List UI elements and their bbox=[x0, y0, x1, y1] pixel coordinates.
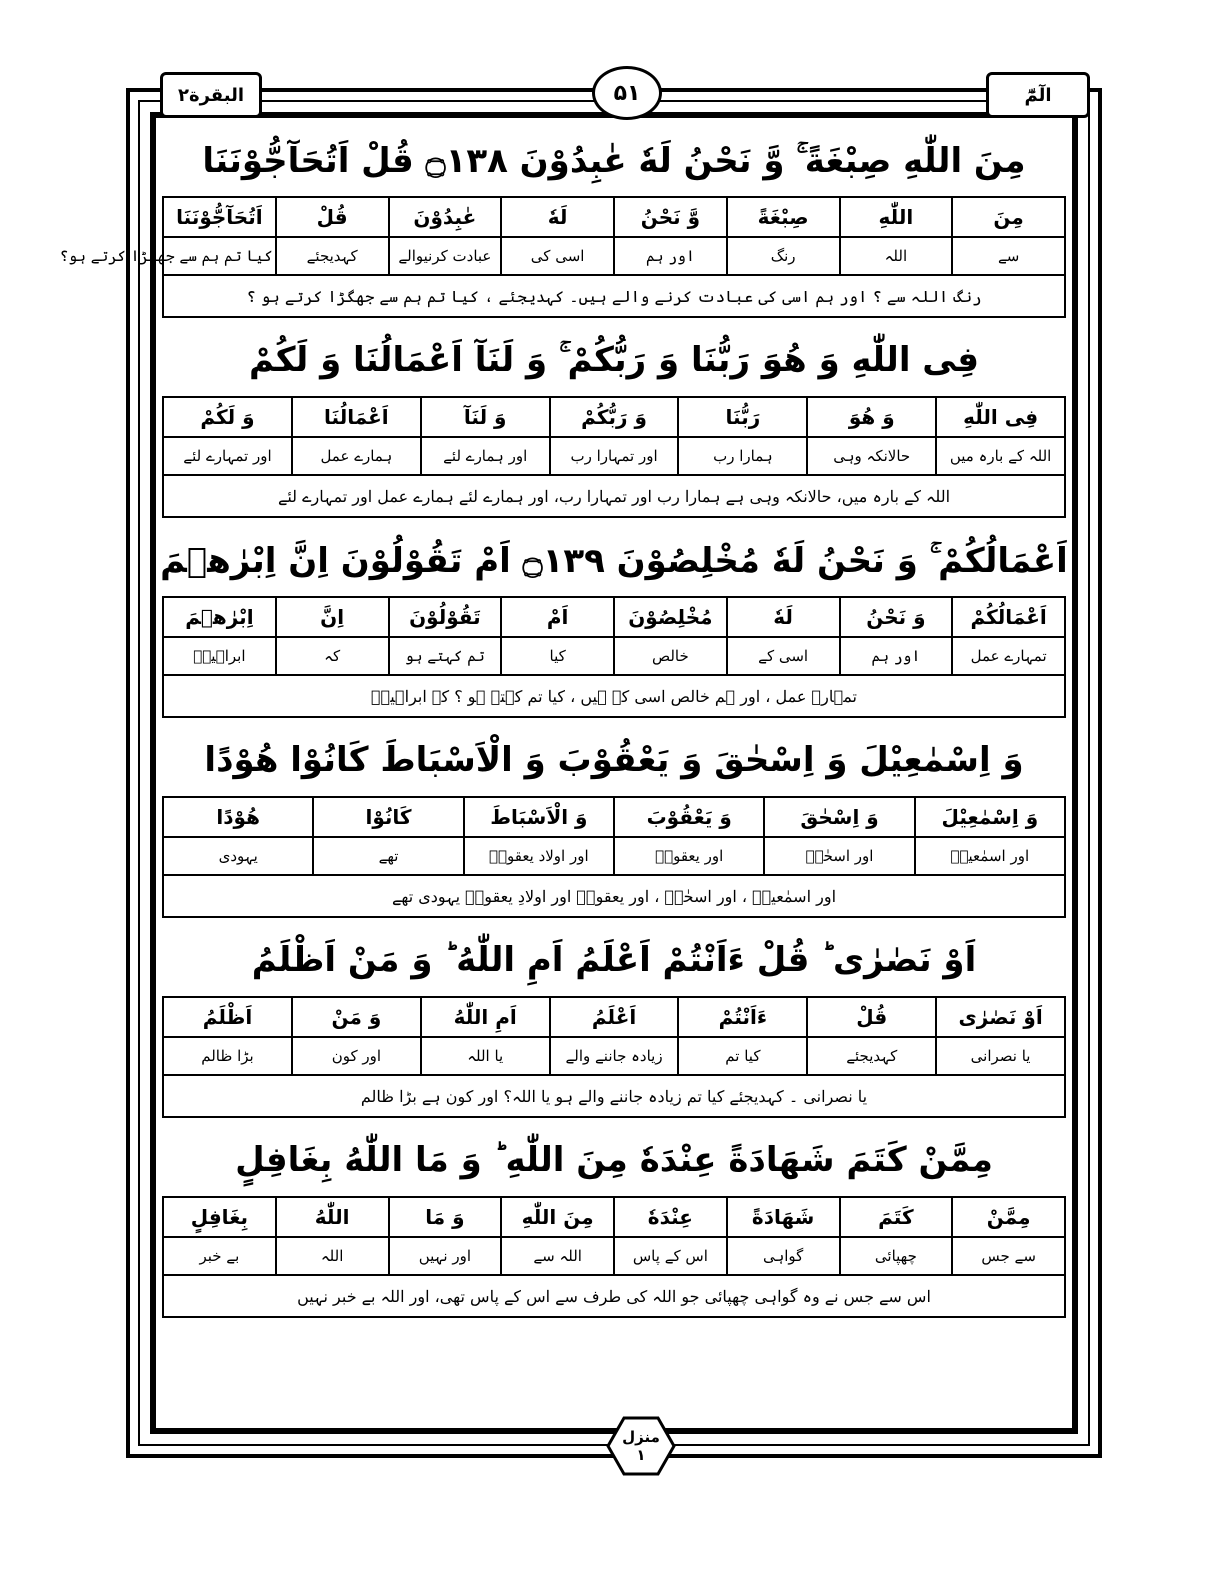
manzil-label: منزل bbox=[622, 1428, 660, 1446]
word-by-word-table bbox=[59, 196, 1066, 276]
arabic-word-cell: شَهَادَةً bbox=[727, 1197, 840, 1237]
page-number: ۵۱ bbox=[592, 66, 662, 120]
arabic-word-cell: وَ رَبُّكُمْ bbox=[550, 397, 679, 437]
verse-block bbox=[162, 724, 1066, 918]
urdu-meaning-cell: کیا تم bbox=[678, 1037, 807, 1075]
juz-name-label: الٓمّٓ bbox=[986, 72, 1090, 118]
urdu-meaning-cell: ہمارے عمل bbox=[292, 437, 421, 475]
urdu-meaning-cell: سے bbox=[952, 237, 1065, 275]
arabic-word-cell: وَّ نَحْنُ bbox=[614, 197, 727, 237]
quran-content bbox=[59, 124, 1068, 1422]
urdu-meaning-cell: اور یعقوبؑ bbox=[614, 837, 764, 875]
urdu-meaning-cell: تم کہتے ہو bbox=[389, 637, 502, 675]
arabic-words-row bbox=[163, 997, 1065, 1037]
urdu-meaning-cell: اور ہمارے لئے bbox=[421, 437, 550, 475]
manzil-badge bbox=[606, 1416, 676, 1476]
verse-block bbox=[162, 324, 1066, 518]
urdu-translation-line: رنگ اللہ سے ؟ اور ہم اسی کی عبادت کرنے والے ہیں۔ کہدیجئے ، کیا تم ہم سے جھگڑا کرتے ہو ؟ bbox=[162, 276, 1066, 318]
urdu-meaning-cell: اور تمہارا رب bbox=[550, 437, 679, 475]
urdu-meaning-row bbox=[163, 237, 1065, 275]
urdu-meaning-cell: کہدیجئے bbox=[807, 1037, 936, 1075]
urdu-meaning-cell: حالانکہ وہی bbox=[807, 437, 936, 475]
arabic-word-cell: لَهٗ bbox=[727, 597, 840, 637]
arabic-word-cell: كَانُوْا bbox=[313, 797, 463, 837]
arabic-word-cell: وَ اِسْمٰعِیْلَ bbox=[915, 797, 1065, 837]
urdu-meaning-cell: یا اللہ bbox=[421, 1037, 550, 1075]
arabic-word-cell: اَعْلَمُ bbox=[550, 997, 679, 1037]
urdu-meaning-row bbox=[163, 1237, 1065, 1275]
arabic-word-cell: هُوْدًا bbox=[163, 797, 313, 837]
arabic-word-cell: مِمَّنْ bbox=[952, 1197, 1065, 1237]
arabic-word-cell: لَهٗ bbox=[501, 197, 614, 237]
word-by-word-table bbox=[162, 1196, 1066, 1276]
arabic-verse-line: فِی اللّٰهِ وَ هُوَ رَبُّنَا وَ رَبُّكُمْ ۚ وَ لَنَآ اَعْمَالُنَا وَ لَكُمْ bbox=[249, 340, 979, 380]
urdu-meaning-cell: عبادت کرنیوالے bbox=[389, 237, 502, 275]
arabic-words-row bbox=[163, 197, 1065, 237]
word-by-word-table bbox=[162, 796, 1066, 876]
arabic-verse-line: وَ اِسْمٰعِیْلَ وَ اِسْحٰقَ وَ یَعْقُوْبَ وَ الْاَسْبَاطَ كَانُوْا هُوْدًا bbox=[204, 740, 1024, 780]
arabic-word-cell: اِبْرٰهٖمَ bbox=[163, 597, 276, 637]
urdu-meaning-row bbox=[163, 837, 1065, 875]
urdu-meaning-cell: اور ہم bbox=[614, 237, 727, 275]
urdu-meaning-cell: اور اسمٰعیلؑ bbox=[915, 837, 1065, 875]
surah-name-label: البقرة۲ bbox=[160, 72, 262, 118]
arabic-words-row bbox=[163, 1197, 1065, 1237]
arabic-word-cell: اَظْلَمُ bbox=[163, 997, 292, 1037]
urdu-meaning-cell: تمہارے عمل bbox=[952, 637, 1065, 675]
arabic-words-row bbox=[163, 597, 1065, 637]
arabic-word-cell: مِنَ اللّٰهِ bbox=[501, 1197, 614, 1237]
arabic-word-cell: قُلْ bbox=[807, 997, 936, 1037]
urdu-meaning-cell: کہ bbox=[276, 637, 389, 675]
arabic-word-cell: وَ الْاَسْبَاطَ bbox=[464, 797, 614, 837]
urdu-meaning-row bbox=[163, 437, 1065, 475]
urdu-meaning-cell: اللہ bbox=[276, 1237, 389, 1275]
arabic-words-row bbox=[163, 397, 1065, 437]
urdu-meaning-cell: اور نہیں bbox=[389, 1237, 502, 1275]
urdu-meaning-cell: یہودی bbox=[163, 837, 313, 875]
arabic-word-cell: اِنَّ bbox=[276, 597, 389, 637]
urdu-meaning-cell: ہمارا رب bbox=[678, 437, 807, 475]
arabic-verse-line: اَعْمَالُكُمْ ۚ وَ نَحْنُ لَهٗ مُخْلِصُوْنَ ۝۱۳۹ اَمْ تَقُوْلُوْنَ اِنَّ اِبْرٰهٖمَ bbox=[160, 540, 1068, 581]
arabic-word-cell: اَمِ اللّٰهُ bbox=[421, 997, 550, 1037]
urdu-translation-line: تمہارے عمل ، اور ہم خالص اسی کے ہیں ، کیا تم کہتے ہو ؟ کہ ابراہیمؑ bbox=[162, 676, 1066, 718]
manzil-number: ۱ bbox=[636, 1446, 646, 1464]
arabic-word-cell: كَتَمَ bbox=[840, 1197, 953, 1237]
arabic-word-cell: مُخْلِصُوْنَ bbox=[614, 597, 727, 637]
arabic-word-cell: وَ اِسْحٰقَ bbox=[764, 797, 914, 837]
arabic-word-cell: اَعْمَالُنَا bbox=[292, 397, 421, 437]
urdu-translation-line: اور اسمٰعیلؑ ، اور اسحٰقؑ ، اور یعقوبؑ اور اولادِ یعقوبؑ یہودی تھے bbox=[162, 876, 1066, 918]
urdu-meaning-cell: اس کے پاس bbox=[614, 1237, 727, 1275]
urdu-meaning-cell: سے جس bbox=[952, 1237, 1065, 1275]
verse-block bbox=[162, 1124, 1066, 1318]
urdu-meaning-cell: رنگ bbox=[727, 237, 840, 275]
urdu-meaning-cell: خالص bbox=[614, 637, 727, 675]
urdu-meaning-cell: یا نصرانی bbox=[936, 1037, 1065, 1075]
urdu-translation-line: اس سے جس نے وہ گواہی چھپائی جو اللہ کی طرف سے اس کے پاس تھی، اور اللہ بے خبر نہیں bbox=[162, 1276, 1066, 1318]
arabic-word-cell: ءَاَنْتُمْ bbox=[678, 997, 807, 1037]
urdu-meaning-cell: کہدیجئے bbox=[276, 237, 389, 275]
arabic-word-cell: اَتُحَآجُّوْنَنَا bbox=[163, 197, 276, 237]
arabic-word-cell: وَ هُوَ bbox=[807, 397, 936, 437]
arabic-word-cell: مِنَ bbox=[952, 197, 1065, 237]
arabic-verse-line: اَوْ نَصٰرٰی ؕ قُلْ ءَاَنْتُمْ اَعْلَمُ اَمِ اللّٰهُ ؕ وَ مَنْ اَظْلَمُ bbox=[251, 940, 977, 980]
urdu-translation-line: اللہ کے بارہ میں، حالانکہ وہی ہے ہمارا رب اور تمہارا رب، اور ہمارے لئے ہمارے عمل اور تمہارے لئے bbox=[162, 476, 1066, 518]
urdu-meaning-cell: گواہی bbox=[727, 1237, 840, 1275]
arabic-word-cell: عٰبِدُوْنَ bbox=[389, 197, 502, 237]
urdu-meaning-cell: کیا تم ہم سے جھگڑا کرتے ہو؟ bbox=[163, 237, 276, 275]
urdu-meaning-row bbox=[163, 1037, 1065, 1075]
arabic-word-cell: عِنْدَهٗ bbox=[614, 1197, 727, 1237]
arabic-word-cell: اَمْ bbox=[501, 597, 614, 637]
arabic-verse-line: مِمَّنْ كَتَمَ شَهَادَةً عِنْدَهٗ مِنَ اللّٰهِ ؕ وَ مَا اللّٰهُ بِغَافِلٍ bbox=[235, 1140, 993, 1180]
urdu-meaning-cell: اور اسحٰقؑ bbox=[764, 837, 914, 875]
verse-block bbox=[162, 524, 1066, 718]
arabic-word-cell: اَوْ نَصٰرٰی bbox=[936, 997, 1065, 1037]
urdu-meaning-row bbox=[163, 637, 1065, 675]
arabic-word-cell: اللّٰهُ bbox=[276, 1197, 389, 1237]
arabic-word-cell: اَعْمَالُكُمْ bbox=[952, 597, 1065, 637]
urdu-meaning-cell: اللہ کے بارہ میں bbox=[936, 437, 1065, 475]
urdu-meaning-cell: بے خبر bbox=[163, 1237, 276, 1275]
urdu-meaning-cell: اللہ سے bbox=[501, 1237, 614, 1275]
urdu-meaning-cell: تھے bbox=[313, 837, 463, 875]
arabic-word-cell: وَ یَعْقُوْبَ bbox=[614, 797, 764, 837]
arabic-word-cell: فِی اللّٰهِ bbox=[936, 397, 1065, 437]
verse-block bbox=[59, 124, 1066, 318]
word-by-word-table bbox=[162, 996, 1066, 1076]
urdu-meaning-cell: اور اولاد یعقوبؑ bbox=[464, 837, 614, 875]
urdu-meaning-cell: اور ہم bbox=[840, 637, 953, 675]
urdu-meaning-cell: ابراہیمؑ bbox=[163, 637, 276, 675]
arabic-word-cell: تَقُوْلُوْنَ bbox=[389, 597, 502, 637]
arabic-verse-line: مِنَ اللّٰهِ صِبْغَةً ۚ وَّ نَحْنُ لَهٗ عٰبِدُوْنَ ۝۱۳۸ قُلْ اَتُحَآجُّوْنَنَا bbox=[202, 140, 1026, 181]
urdu-meaning-cell: زیادہ جاننے والے bbox=[550, 1037, 679, 1075]
arabic-words-row bbox=[163, 797, 1065, 837]
arabic-word-cell: اللّٰهِ bbox=[840, 197, 953, 237]
urdu-meaning-cell: اور تمہارے لئے bbox=[163, 437, 292, 475]
urdu-meaning-cell: اسی کے bbox=[727, 637, 840, 675]
arabic-word-cell: وَ مَا bbox=[389, 1197, 502, 1237]
arabic-word-cell: قُلْ bbox=[276, 197, 389, 237]
urdu-meaning-cell: اللہ bbox=[840, 237, 953, 275]
word-by-word-table bbox=[162, 396, 1066, 476]
arabic-word-cell: بِغَافِلٍ bbox=[163, 1197, 276, 1237]
arabic-word-cell: صِبْغَةً bbox=[727, 197, 840, 237]
arabic-word-cell: رَبُّنَا bbox=[678, 397, 807, 437]
urdu-meaning-cell: اور کون bbox=[292, 1037, 421, 1075]
verse-block bbox=[162, 924, 1066, 1118]
arabic-word-cell: وَ لَنَآ bbox=[421, 397, 550, 437]
urdu-meaning-cell: اسی کی bbox=[501, 237, 614, 275]
arabic-word-cell: وَ لَكُمْ bbox=[163, 397, 292, 437]
arabic-word-cell: وَ نَحْنُ bbox=[840, 597, 953, 637]
urdu-meaning-cell: کیا bbox=[501, 637, 614, 675]
urdu-meaning-cell: بڑا ظالم bbox=[163, 1037, 292, 1075]
word-by-word-table bbox=[162, 596, 1066, 676]
urdu-translation-line: یا نصرانی ۔ کہدیجئے کیا تم زیادہ جاننے والے ہو یا اللہ؟ اور کون ہے بڑا ظالم bbox=[162, 1076, 1066, 1118]
urdu-meaning-cell: چھپائی bbox=[840, 1237, 953, 1275]
arabic-word-cell: وَ مَنْ bbox=[292, 997, 421, 1037]
